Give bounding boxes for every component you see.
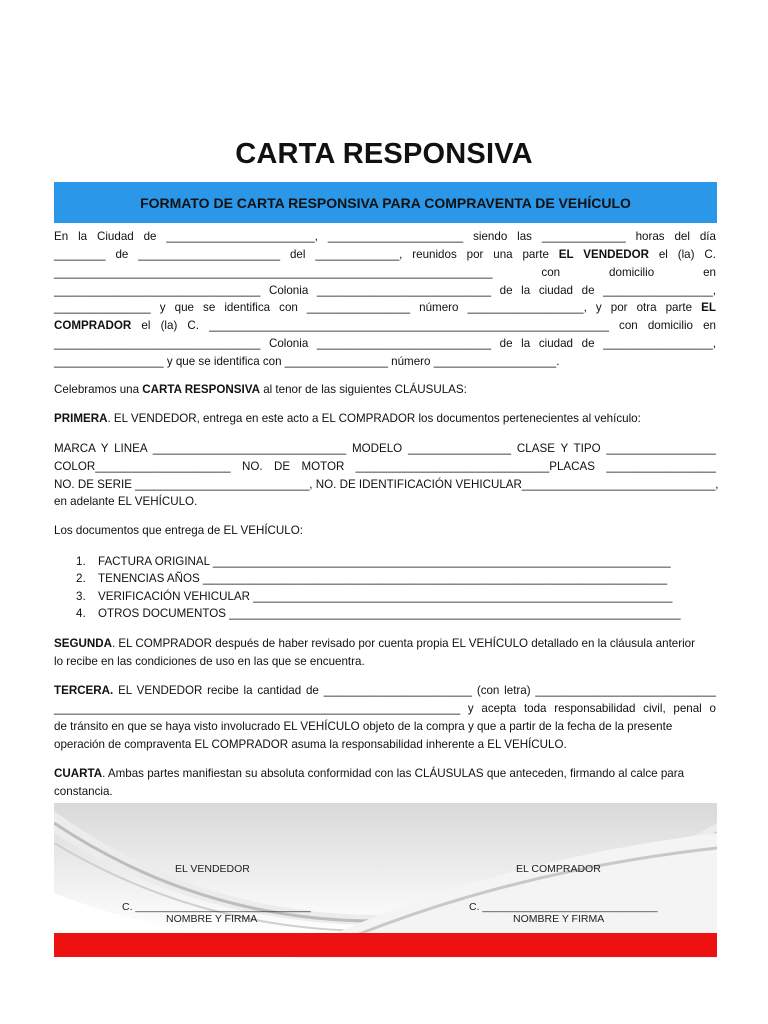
intro-line-6: COMPRADOR el (la) C. ______________________________________________________________ con domicilio en bbox=[54, 319, 716, 332]
clause-tercera-2: _______________________________________________________________ y acepta toda responsabilidad civil, penal o bbox=[54, 702, 716, 715]
clause-primera: PRIMERA. EL VENDEDOR, entrega en este acto a EL COMPRADOR los documentos pertenecientes al vehículo: bbox=[54, 412, 641, 425]
banner-text: FORMATO DE CARTA RESPONSIVA PARA COMPRAVENTA DE VEHÍCULO bbox=[140, 194, 631, 211]
document-title: CARTA RESPONSIVA bbox=[235, 138, 533, 170]
clause-tercera-1: TERCERA. EL VENDEDOR recibe la cantidad de _______________________ (con letra) ____________________________ bbox=[54, 684, 716, 697]
intro-line-8: _________________ y que se identifica con ________________ número ___________________. bbox=[54, 355, 560, 368]
docs-intro: Los documentos que entrega de EL VEHÍCULO: bbox=[54, 524, 303, 537]
clause-tercera-4: operación de compraventa EL COMPRADOR asuma la responsabilidad inherente a EL VEHÍCULO. bbox=[54, 738, 567, 751]
vehicle-row-3: NO. DE SERIE ___________________________, NO. DE IDENTIFICACIÓN VEHICULAR______________________________, bbox=[54, 478, 719, 491]
seller-role-label: EL VENDEDOR bbox=[175, 863, 250, 875]
form-banner bbox=[54, 182, 717, 223]
buyer-signature-line: C. ______________________________ bbox=[469, 901, 658, 913]
clause-segunda-2: lo recibe en las condiciones de uso en las que se encuentra. bbox=[54, 655, 365, 668]
buyer-role-label: EL COMPRADOR bbox=[516, 863, 601, 875]
list-item: 1. FACTURA ORIGINAL _______________________________________________________________________ bbox=[76, 555, 671, 568]
clause-cuarta-2: constancia. bbox=[54, 785, 113, 798]
seller-name-caption: NOMBRE Y FIRMA bbox=[166, 913, 258, 925]
buyer-name-caption: NOMBRE Y FIRMA bbox=[513, 913, 605, 925]
vehicle-row-2: COLOR_____________________ NO. DE MOTOR ______________________________PLACAS _________________ bbox=[54, 460, 716, 473]
vehicle-row-1: MARCA Y LINEA ______________________________ MODELO ________________ CLASE Y TIPO _________________ bbox=[54, 442, 716, 455]
intro-line-3: ____________________________________________________________________ con domicilio en bbox=[54, 266, 716, 279]
intro-line-5: _______________ y que se identifica con ________________ número __________________, y por otra parte EL bbox=[54, 301, 716, 314]
list-item: 2. TENENCIAS AÑOS ________________________________________________________________________ bbox=[76, 572, 668, 585]
clause-cuarta-1: CUARTA. Ambas partes manifiestan su absoluta conformidad con las CLÁUSULAS que anteceden, firmando al calce para bbox=[54, 767, 685, 780]
vehicle-row-4: en adelante EL VEHÍCULO. bbox=[54, 495, 198, 508]
intro-line-2: ________ de ______________________ del _____________, reunidos por una parte EL VENDEDOR el (la) C. bbox=[54, 248, 716, 261]
footer-red-bar bbox=[54, 933, 717, 957]
intro-line-4: ________________________________ Colonia ___________________________ de la ciudad de _________________, bbox=[54, 284, 716, 297]
intro-line-7: ________________________________ Colonia ___________________________ de la ciudad de _________________, bbox=[54, 337, 716, 350]
list-item: 4. OTROS DOCUMENTOS ______________________________________________________________________ bbox=[76, 607, 681, 620]
intro-line-1: En la Ciudad de _______________________, _____________________ siendo las _____________ horas del día bbox=[54, 230, 716, 243]
clause-tercera-3: de tránsito en que se haya visto involucrado EL VEHÍCULO objeto de la compra y que a partir de la fecha de la presente bbox=[54, 720, 673, 733]
seller-signature-line: C. ______________________________ bbox=[122, 901, 311, 913]
celebramos-line: Celebramos una CARTA RESPONSIVA al tenor de las siguientes CLÁUSULAS: bbox=[54, 383, 467, 396]
list-item: 3. VERIFICACIÓN VEHICULAR _________________________________________________________________ bbox=[76, 590, 673, 603]
clause-segunda-1: SEGUNDA. EL COMPRADOR después de haber revisado por cuenta propia EL VEHÍCULO detallado en la cláusula anterior bbox=[54, 637, 695, 650]
